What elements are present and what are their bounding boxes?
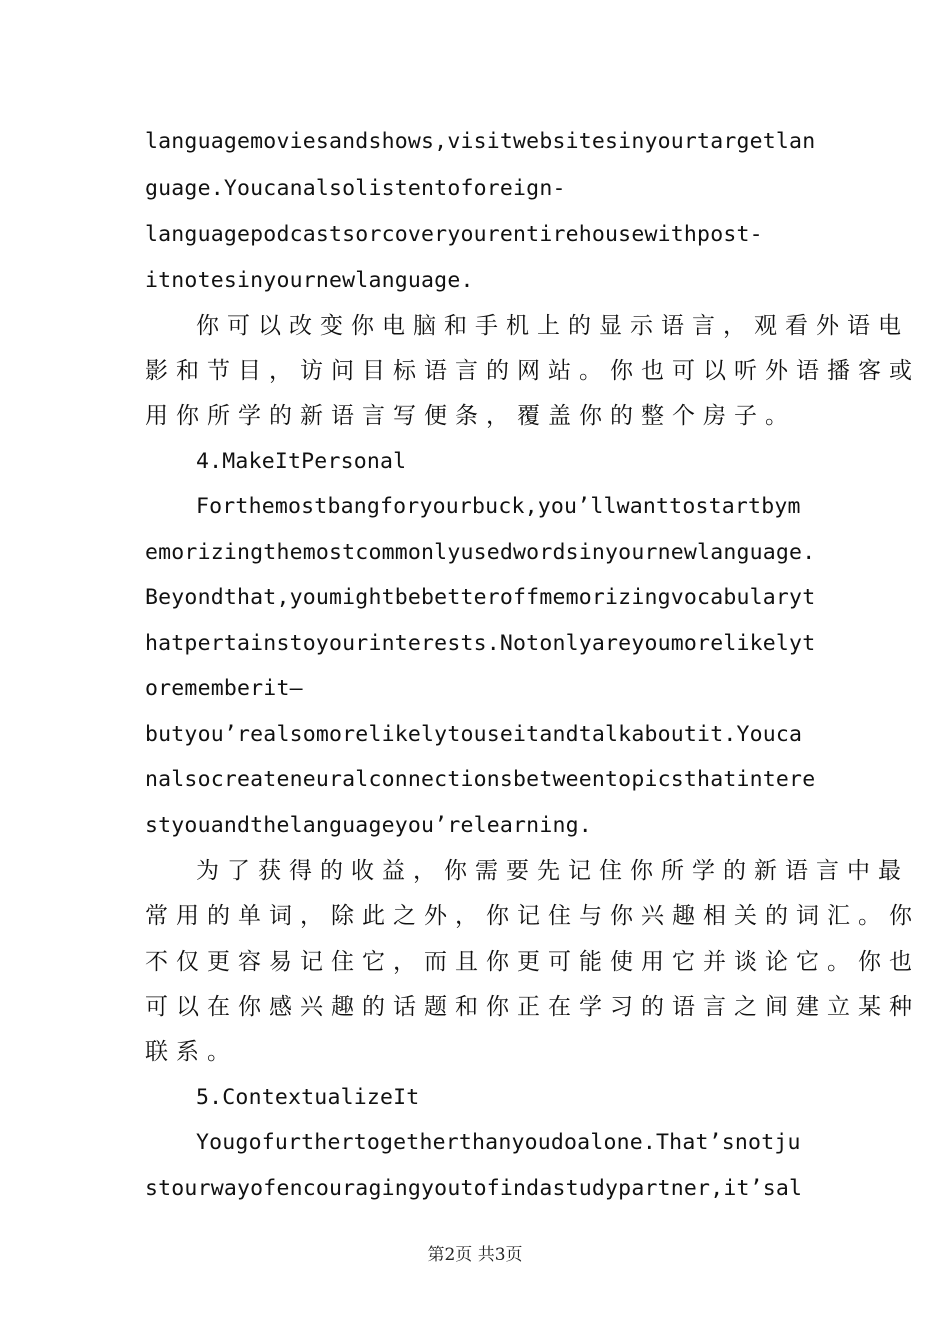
- section-heading: 4.MakeItPersonal: [196, 449, 407, 474]
- paragraph-line: 用你所学的新语言写便条，覆盖你的整个房子。: [145, 403, 796, 429]
- paragraph-line: orememberit—: [145, 676, 303, 701]
- paragraph-line: itnotesinyournewlanguage.: [145, 268, 474, 293]
- paragraph-line: 为了获得的收益，你需要先记住你所学的新语言中最: [196, 858, 909, 884]
- paragraph-line: Beyondthat,youmightbebetteroffmemorizingvocabularyt: [145, 585, 816, 610]
- section-heading: 5.ContextualizeIt: [196, 1085, 420, 1110]
- paragraph-line: hatpertainstoyourinterests.Notonlyareyoumorelikelyt: [145, 631, 816, 656]
- paragraph-line: 常用的单词，除此之外，你记住与你兴趣相关的词汇。你: [145, 903, 920, 929]
- paragraph-line: 不仅更容易记住它，而且你更可能使用它并谈论它。你也: [145, 949, 920, 975]
- paragraph-line: 影和节目，访问目标语言的网站。你也可以听外语播客或: [145, 358, 920, 384]
- paragraph-line: languagemoviesandshows,visitwebsitesinyourtargetlan: [145, 129, 816, 154]
- paragraph-line: languagepodcastsorcoveryourentirehousewithpost-: [145, 222, 763, 247]
- paragraph-line: stourwayofencouragingyoutofindastudypartner,it’sal: [145, 1176, 803, 1201]
- paragraph-line: butyou’realsomorelikelytouseitandtalkaboutit.Youca: [145, 722, 803, 747]
- paragraph-line: emorizingthemostcommonlyusedwordsinyournewlanguage.: [145, 540, 816, 565]
- page-footer: 第2页 共3页: [427, 1245, 523, 1265]
- paragraph-line: guage.Youcanalsolistentoforeign-: [145, 176, 566, 201]
- paragraph-line: Forthemostbangforyourbuck,you’llwanttostartbym: [196, 494, 801, 519]
- paragraph-line: 你可以改变你电脑和手机上的显示语言，观看外语电: [196, 313, 909, 339]
- paragraph-line: styouandthelanguageyou’relearning.: [145, 813, 592, 838]
- paragraph-line: nalsocreateneuralconnectionsbetweentopicsthatintere: [145, 767, 816, 792]
- paragraph-line: Yougofurthertogetherthanyoudoalone.That’snotju: [196, 1130, 801, 1155]
- paragraph-line: 可以在你感兴趣的话题和你正在学习的语言之间建立某种: [145, 994, 920, 1020]
- paragraph-line: 联系。: [145, 1039, 238, 1065]
